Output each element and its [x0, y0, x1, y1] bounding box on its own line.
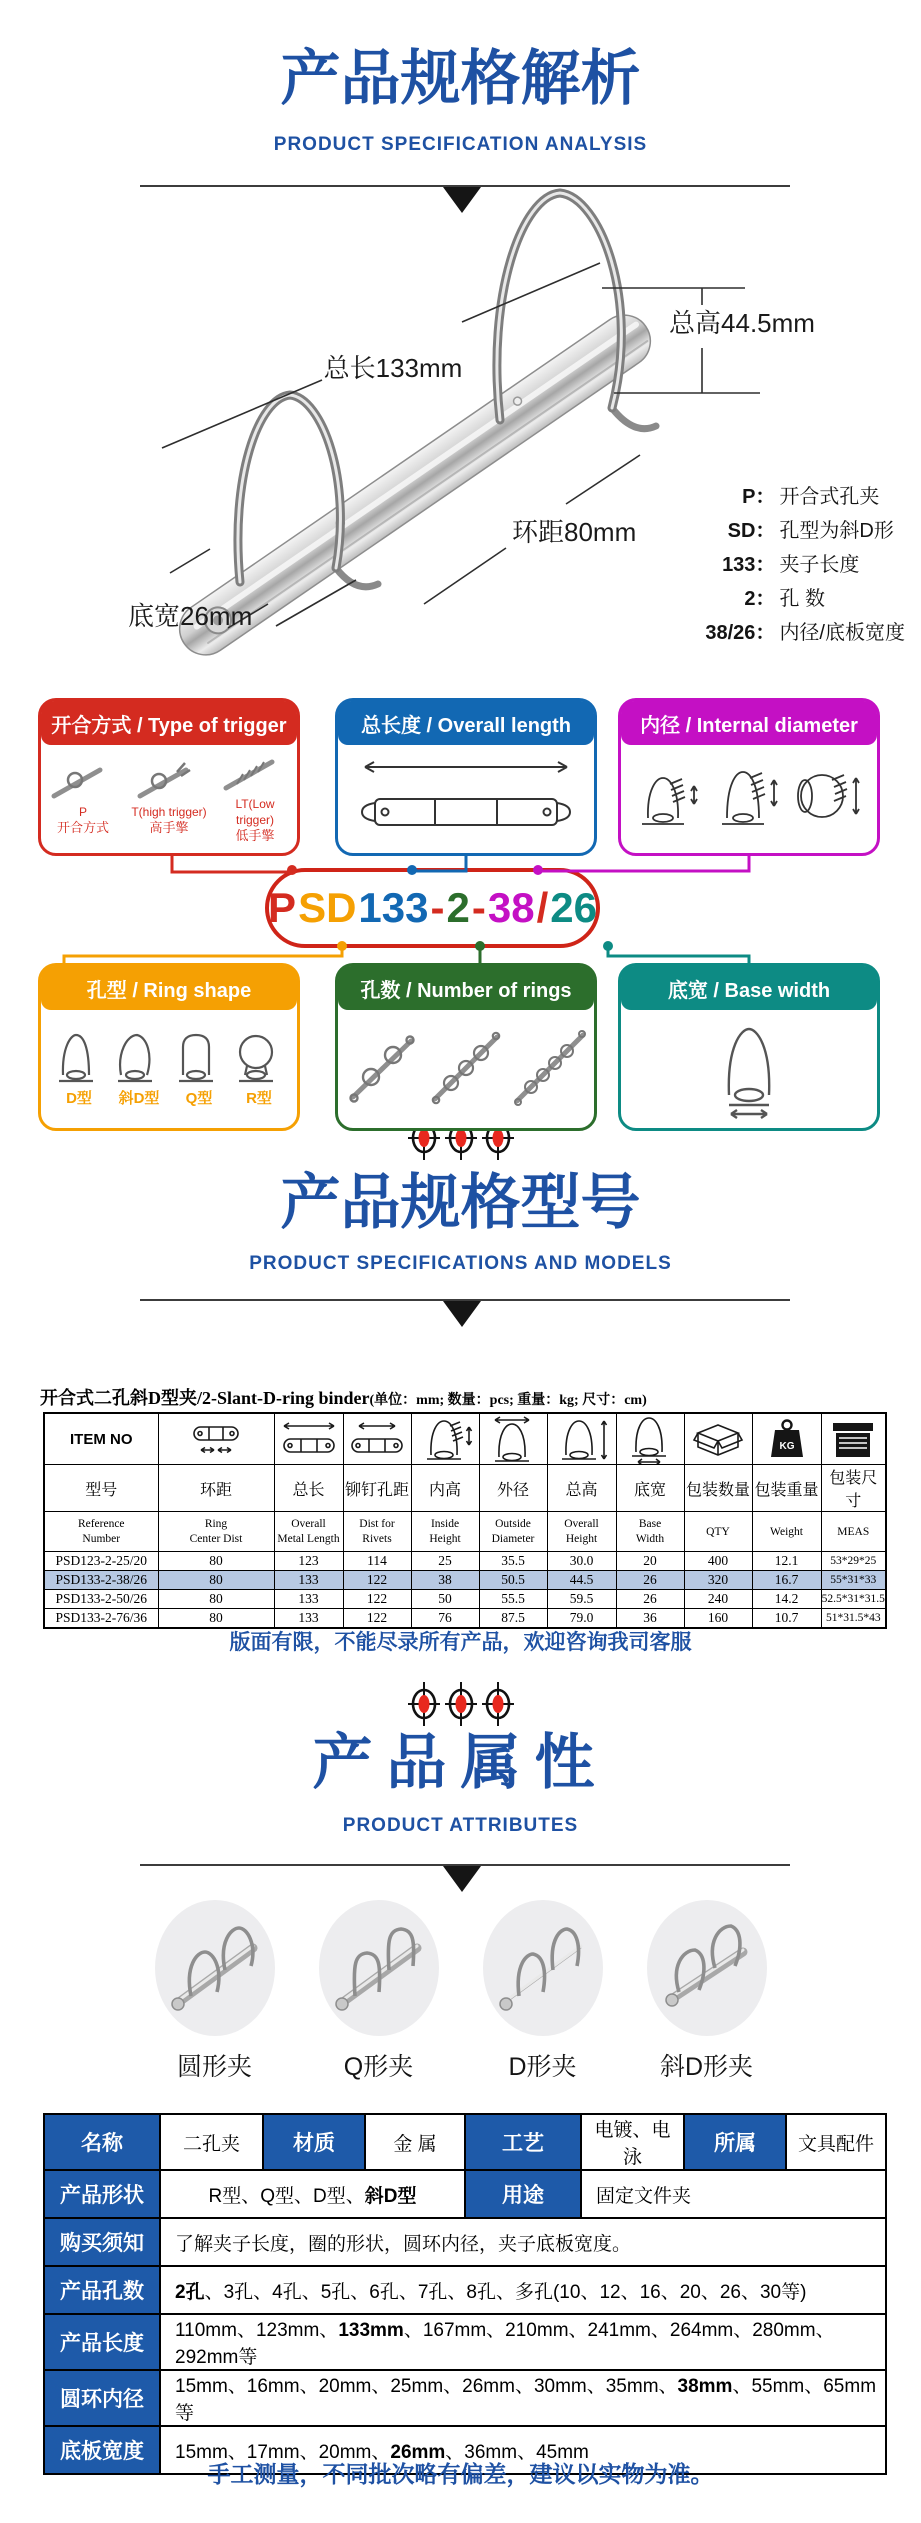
cell: 36 [616, 1609, 684, 1628]
cell: 26 [616, 1571, 684, 1590]
cell: 80 [158, 1609, 274, 1628]
shape-label: R型 [246, 1089, 272, 1107]
dimension-label-overall-length: 总长133mm [323, 353, 463, 383]
kg-label: KG [779, 1441, 794, 1452]
two-ring-binder-icon [341, 1021, 423, 1113]
model-code [265, 868, 600, 948]
attr-row [44, 2114, 886, 2170]
package-weight-icon [752, 1413, 821, 1465]
clip-d [474, 1900, 612, 2083]
cell: 59.5 [547, 1590, 616, 1609]
cell: 50.5 [479, 1571, 547, 1590]
cell: Weight [752, 1512, 821, 1552]
binder-p-icon [45, 758, 109, 804]
page-title: 产品规格解析 [280, 45, 641, 112]
cell: 26 [616, 1590, 684, 1609]
model-code-explainer [0, 690, 921, 1150]
cell: 包装数量 [684, 1465, 752, 1512]
code-part: P [268, 884, 297, 931]
four-ring-binder-icon [509, 1021, 591, 1113]
cell: 53*29*25 [821, 1552, 886, 1571]
cell: 12.1 [752, 1552, 821, 1571]
attr-row [44, 2370, 886, 2426]
shape-r [231, 1027, 287, 1108]
trigger-item-p [45, 758, 121, 836]
slant-d-ring-icon [111, 1027, 161, 1087]
clip-label: 斜D形夹 [659, 2053, 754, 2081]
cell: 20 [616, 1552, 684, 1571]
attr-value: 金 属 [365, 2114, 465, 2170]
cell: 总长 [274, 1465, 343, 1512]
shape-label: D型 [66, 1089, 92, 1107]
code-part: 133 [358, 884, 429, 931]
cell: 44.5 [547, 1571, 616, 1590]
cell: PSD133-2-38/26 [44, 1571, 158, 1590]
clip-type-gallery [0, 1900, 921, 2083]
binder-high-trigger-icon [131, 758, 195, 804]
attr-value: 二孔夹 [160, 2114, 263, 2170]
cell: 35.5 [479, 1552, 547, 1571]
attr-value: 文具配件 [786, 2114, 886, 2170]
spec-row [44, 1590, 886, 1609]
cell: Overall Height [547, 1512, 616, 1552]
attr-value: 了解夹子长度，圈的形状，圆环内径，夹子底板宽度。 [160, 2218, 886, 2266]
round-clip-image [163, 1912, 267, 2024]
binder-low-trigger-icon [217, 750, 281, 796]
attr-row [44, 2170, 886, 2218]
trigger-type-box [38, 698, 300, 856]
clip-label: Q形夹 [343, 2053, 414, 2081]
spec-table [43, 1412, 887, 1629]
trigger-item-sub: 低手擎 [235, 828, 275, 843]
code-part: 2 [446, 884, 470, 931]
internal-diameter-box [618, 698, 880, 856]
ring-diameter-icon [792, 764, 866, 830]
trigger-type-title: 开合方式 / Type of trigger [41, 701, 297, 745]
cell: 240 [684, 1590, 752, 1609]
d-ring-icon [51, 1027, 101, 1087]
cell: 内高 [411, 1465, 479, 1512]
attr-value: 固定文件夹 [581, 2170, 886, 2218]
cell: 133 [274, 1590, 343, 1609]
package-size-icon [821, 1413, 886, 1465]
clip-round [146, 1900, 284, 2083]
cell: 铆钉孔距 [343, 1465, 411, 1512]
cell: 50 [411, 1590, 479, 1609]
clip-photo [483, 1900, 603, 2036]
spec-row [44, 1552, 886, 1571]
model-code-legend [705, 486, 905, 644]
cell: 133 [274, 1571, 343, 1590]
cell: 总高 [547, 1465, 616, 1512]
legend-value: 孔型为斜D形 [779, 520, 894, 542]
cell: Ring Center Dist [158, 1512, 274, 1552]
attr-label: 工艺 [465, 2114, 581, 2170]
trigger-item-sub: 开合方式 [56, 820, 109, 835]
shape-d [51, 1027, 107, 1108]
cell: 底宽 [616, 1465, 684, 1512]
attr-label: 产品形状 [44, 2170, 160, 2218]
shape-label: 斜D型 [118, 1089, 160, 1107]
cell: 25 [411, 1552, 479, 1571]
attr-value: R型、Q型、D型、斜D型 [160, 2170, 465, 2218]
trigger-item-label: LT(Low trigger) [235, 797, 275, 827]
cell: Outside Diameter [479, 1512, 547, 1552]
attr-value: 电镀、电泳 [581, 2114, 684, 2170]
attr-value: 15mm、17mm、20mm、26mm、36mm、45mm [160, 2426, 886, 2474]
cell: Base Width [616, 1512, 684, 1552]
overall-length-diagram [351, 751, 581, 843]
overall-length-box [335, 698, 597, 856]
shape-q [171, 1027, 227, 1108]
cell: 30.0 [547, 1552, 616, 1571]
slant-d-clip-image [655, 1912, 759, 2024]
attr-label: 产品孔数 [44, 2266, 160, 2314]
cell: QTY [684, 1512, 752, 1552]
cell: 14.2 [752, 1590, 821, 1609]
attributes-table [43, 2113, 887, 2475]
cell: Inside Height [411, 1512, 479, 1552]
clip-photo [155, 1900, 275, 2036]
trigger-item-label: T(high trigger) [131, 805, 207, 819]
cell: 52.5*31*31.5 [821, 1590, 886, 1609]
overall-length-icon [274, 1413, 343, 1465]
spec-caption-main: 开合式二孔斜D型夹/2-Slant-D-ring binder [40, 1388, 370, 1408]
page-subtitle: PRODUCT SPECIFICATION ANALYSIS [273, 134, 648, 155]
cell: 114 [343, 1552, 411, 1571]
item-no-header: ITEM NO [44, 1413, 158, 1465]
divider-arrow-icon [443, 1301, 481, 1327]
cell: 87.5 [479, 1609, 547, 1628]
base-width-diagram [701, 1013, 797, 1121]
trigger-item-label: P [78, 805, 87, 819]
cell: 16.7 [752, 1571, 821, 1590]
crosshair-ornament [0, 1682, 921, 1726]
ring-number-title: 孔数 / Number of rings [338, 966, 594, 1010]
spec-table-caption [40, 1384, 647, 1410]
trigger-item-t [131, 758, 207, 836]
legend-value: 开合式孔夹 [779, 486, 880, 508]
cell: 55*31*33 [821, 1571, 886, 1590]
ring-center-dist-icon [158, 1413, 274, 1465]
measurement-disclaimer: 手工测量，不同批次略有偏差，建议以实物为准。 [207, 2461, 714, 2487]
attr-label: 材质 [263, 2114, 365, 2170]
cell: 320 [684, 1571, 752, 1590]
attr-row [44, 2218, 886, 2266]
crosshair-icon [445, 1682, 477, 1726]
cell: Reference Number [44, 1512, 158, 1552]
d-clip-image [491, 1912, 595, 2024]
clip-label: 圆形夹 [176, 2053, 252, 2081]
attr-label: 所属 [684, 2114, 786, 2170]
cell: 10.7 [752, 1609, 821, 1628]
q-ring-icon [171, 1027, 221, 1087]
legend-key: 2： [744, 588, 776, 610]
attr-label: 用途 [465, 2170, 581, 2218]
cell: 400 [684, 1552, 752, 1571]
models-section-title: 产品规格型号 [280, 1169, 641, 1236]
cell: 122 [343, 1590, 411, 1609]
attr-row [44, 2266, 886, 2314]
attr-value: 110mm、123mm、133mm、167mm、210mm、241mm、264mm、280mm、292mm等 [160, 2314, 886, 2370]
cell: 80 [158, 1590, 274, 1609]
cell: 80 [158, 1571, 274, 1590]
spec-icon-row [44, 1413, 886, 1465]
dimension-label-overall-height: 总高44.5mm [669, 308, 815, 338]
q-clip-image [327, 1912, 431, 2024]
trigger-item-lt [217, 750, 293, 844]
attr-label: 产品长度 [44, 2314, 160, 2370]
attr-label: 底板宽度 [44, 2426, 160, 2474]
cell: 76 [411, 1609, 479, 1628]
cell: 133 [274, 1609, 343, 1628]
r-ring-icon [231, 1027, 281, 1087]
code-part: 26 [550, 884, 597, 931]
clip-label: D形夹 [508, 2053, 577, 2081]
attr-label: 名称 [44, 2114, 160, 2170]
legend-value: 夹子长度 [779, 554, 860, 576]
cell: 包装尺寸 [821, 1465, 886, 1512]
cell: 122 [343, 1571, 411, 1590]
attributes-section-title: 产品属性 [312, 1729, 609, 1796]
clip-photo [319, 1900, 439, 2036]
cell: 外径 [479, 1465, 547, 1512]
overall-height-icon [547, 1413, 616, 1465]
spec-en-header-row [44, 1512, 886, 1552]
cell: 55.5 [479, 1590, 547, 1609]
attr-value: 15mm、16mm、20mm、25mm、26mm、30mm、35mm、38mm、55mm、65mm等 [160, 2370, 886, 2426]
legend-key: 38/26： [705, 622, 776, 644]
legend-value: 孔 数 [779, 588, 825, 610]
attr-label: 购买须知 [44, 2218, 160, 2266]
legend-key: P： [742, 486, 776, 508]
cell: 38 [411, 1571, 479, 1590]
internal-diameter-title: 内径 / Internal diameter [621, 701, 877, 745]
ring-diameter-icon [632, 764, 702, 830]
shape-slant-d [111, 1027, 167, 1108]
cell: 122 [343, 1609, 411, 1628]
clip-q [310, 1900, 448, 2083]
clip-slant-d [638, 1900, 776, 2083]
cell: 环距 [158, 1465, 274, 1512]
legend-value: 内径/底板宽度 [779, 622, 905, 644]
code-part: - [471, 884, 486, 931]
cell: PSD123-2-25/20 [44, 1552, 158, 1571]
ring-shape-title: 孔型 / Ring shape [41, 966, 297, 1010]
cell: PSD133-2-76/36 [44, 1609, 158, 1628]
spec-cn-header-row [44, 1465, 886, 1512]
cell: 123 [274, 1552, 343, 1571]
ring-number-box [335, 963, 597, 1131]
dimension-label-base-width: 底宽26mm [128, 601, 253, 631]
trigger-item-sub: 高手擎 [149, 820, 189, 835]
spec-caption-note: (单位：mm; 数量：pcs; 重量：kg; 尺寸：cm) [369, 1393, 647, 1408]
code-part: / [536, 884, 549, 931]
base-width-title: 底宽 / Base width [621, 966, 877, 1010]
code-part: - [430, 884, 445, 931]
ring-diameter-icon [712, 764, 782, 830]
divider-arrow-icon [443, 1866, 481, 1892]
attr-value: 2孔、3孔、4孔、5孔、6孔、7孔、8孔、多孔(10、12、16、20、26、30等) [160, 2266, 886, 2314]
base-width-icon [616, 1413, 684, 1465]
crosshair-icon [482, 1682, 514, 1726]
package-qty-icon [684, 1413, 752, 1465]
attr-label: 圆环内径 [44, 2370, 160, 2426]
clip-photo [647, 1900, 767, 2036]
three-ring-binder-icon [425, 1021, 507, 1113]
base-width-box [618, 963, 880, 1131]
cell: 包装重量 [752, 1465, 821, 1512]
rivet-distance-icon [343, 1413, 411, 1465]
code-part: 38 [487, 884, 535, 931]
catalog-note: 版面有限，不能尽录所有产品，欢迎咨询我司客服 [229, 1631, 692, 1654]
models-section-subtitle: PRODUCT SPECIFICATIONS AND MODELS [249, 1253, 672, 1274]
spec-row-highlighted [44, 1571, 886, 1590]
code-part: SD [298, 884, 357, 931]
cell: 160 [684, 1609, 752, 1628]
attributes-section-subtitle: PRODUCT ATTRIBUTES [342, 1815, 579, 1836]
spec-row [44, 1609, 886, 1628]
inside-height-icon [411, 1413, 479, 1465]
legend-key: 133： [722, 554, 776, 576]
cell: PSD133-2-50/26 [44, 1590, 158, 1609]
cell: 型号 [44, 1465, 158, 1512]
dimension-label-ring-distance: 环距80mm [512, 517, 637, 547]
shape-label: Q型 [185, 1089, 213, 1107]
attr-row [44, 2314, 886, 2370]
cell: Overall Metal Length [274, 1512, 343, 1552]
cell: MEAS [821, 1512, 886, 1552]
cell: Dist for Rivets [343, 1512, 411, 1552]
cell: 79.0 [547, 1609, 616, 1628]
legend-key: SD： [727, 520, 776, 542]
cell: 51*31.5*43 [821, 1609, 886, 1628]
ring-shape-box [38, 963, 300, 1131]
cell: 80 [158, 1552, 274, 1571]
outside-diameter-icon [479, 1413, 547, 1465]
overall-length-title: 总长度 / Overall length [338, 701, 594, 745]
crosshair-icon [408, 1682, 440, 1726]
